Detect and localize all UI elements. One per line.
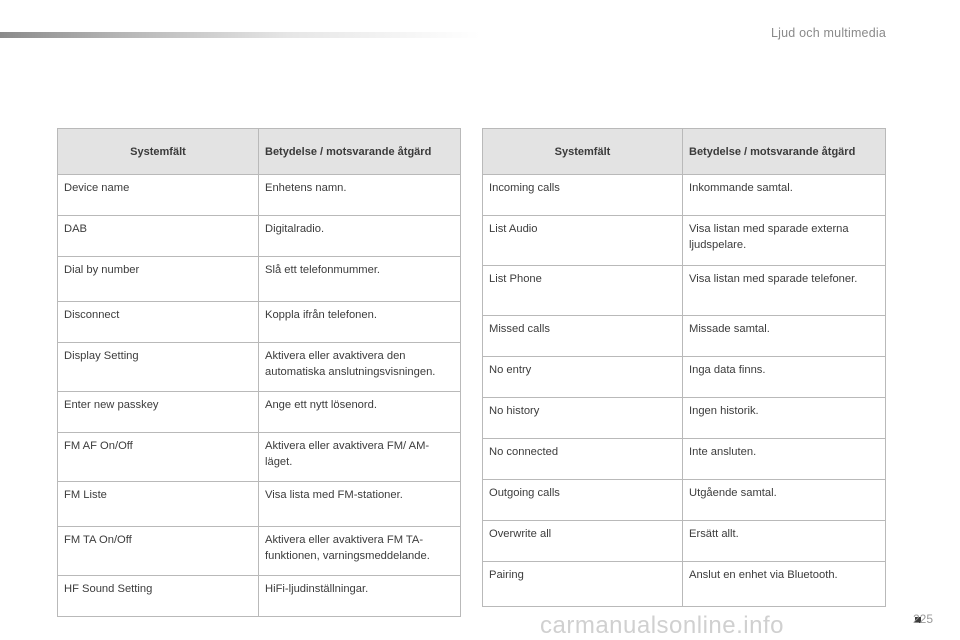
system-field-cell: List Phone bbox=[483, 266, 683, 316]
system-field-cell: Missed calls bbox=[483, 316, 683, 357]
column-header-system-field: Systemfält bbox=[483, 129, 683, 175]
table-row bbox=[483, 216, 886, 266]
system-field-cell: Incoming calls bbox=[483, 175, 683, 216]
table-row bbox=[58, 433, 461, 482]
meaning-cell: Missade samtal. bbox=[683, 316, 886, 357]
system-field-cell: No connected bbox=[483, 439, 683, 480]
system-field-cell: No history bbox=[483, 398, 683, 439]
table-row bbox=[58, 175, 461, 216]
meaning-cell: HiFi-ljudinställningar. bbox=[259, 576, 461, 617]
table-row bbox=[58, 216, 461, 257]
meaning-cell: Visa listan med sparade telefoner. bbox=[683, 266, 886, 316]
column-header-system-field: Systemfält bbox=[58, 129, 259, 175]
section-title: Ljud och multimedia bbox=[771, 26, 886, 40]
system-field-cell: Device name bbox=[58, 175, 259, 216]
meaning-cell: Utgående samtal. bbox=[683, 480, 886, 521]
meaning-cell: Visa listan med sparade externa ljudspelare. bbox=[683, 216, 886, 266]
system-field-cell: Display Setting bbox=[58, 343, 259, 392]
system-field-cell: HF Sound Setting bbox=[58, 576, 259, 617]
table-row bbox=[58, 576, 461, 617]
system-field-cell: Dial by number bbox=[58, 257, 259, 302]
system-field-cell: Pairing bbox=[483, 562, 683, 607]
system-field-cell: Outgoing calls bbox=[483, 480, 683, 521]
table-row bbox=[483, 480, 886, 521]
table-row bbox=[483, 521, 886, 562]
meaning-cell: Anslut en enhet via Bluetooth. bbox=[683, 562, 886, 607]
table-header-row bbox=[483, 129, 886, 175]
system-field-cell: FM TA On/Off bbox=[58, 527, 259, 576]
column-header-meaning: Betydelse / motsvarande åtgärd bbox=[683, 129, 886, 175]
table-row bbox=[58, 302, 461, 343]
meaning-cell: Ange ett nytt lösenord. bbox=[259, 392, 461, 433]
meaning-cell: Koppla ifrån telefonen. bbox=[259, 302, 461, 343]
meaning-cell: Inga data finns. bbox=[683, 357, 886, 398]
watermark: carmanualsonline.info bbox=[540, 612, 784, 639]
table-row bbox=[483, 398, 886, 439]
table-row bbox=[483, 316, 886, 357]
system-field-cell: Disconnect bbox=[58, 302, 259, 343]
table-row bbox=[483, 439, 886, 480]
system-field-cell: List Audio bbox=[483, 216, 683, 266]
table-row bbox=[58, 527, 461, 576]
meaning-cell: Slå ett telefonmummer. bbox=[259, 257, 461, 302]
meaning-cell: Visa lista med FM-stationer. bbox=[259, 482, 461, 527]
meaning-cell: Enhetens namn. bbox=[259, 175, 461, 216]
right-reference-table bbox=[482, 128, 886, 607]
table-row bbox=[483, 562, 886, 607]
system-field-cell: FM AF On/Off bbox=[58, 433, 259, 482]
table-row bbox=[58, 257, 461, 302]
meaning-cell: Ersätt allt. bbox=[683, 521, 886, 562]
system-field-cell: FM Liste bbox=[58, 482, 259, 527]
table-row bbox=[58, 392, 461, 433]
system-field-cell: Enter new passkey bbox=[58, 392, 259, 433]
table-row bbox=[58, 343, 461, 392]
table-row bbox=[483, 357, 886, 398]
table-row bbox=[58, 482, 461, 527]
system-field-cell: Overwrite all bbox=[483, 521, 683, 562]
table-row bbox=[483, 175, 886, 216]
system-field-cell: No entry bbox=[483, 357, 683, 398]
column-header-meaning: Betydelse / motsvarande åtgärd bbox=[259, 129, 461, 175]
meaning-cell: Aktivera eller avaktivera FM TA-funktionen, varningsmeddelande. bbox=[259, 527, 461, 576]
table-header-row bbox=[58, 129, 461, 175]
meaning-cell: Aktivera eller avaktivera den automatiska anslutningsvisningen. bbox=[259, 343, 461, 392]
table-row bbox=[483, 266, 886, 316]
meaning-cell: Ingen historik. bbox=[683, 398, 886, 439]
header-accent-bar bbox=[0, 32, 480, 38]
meaning-cell: Digitalradio. bbox=[259, 216, 461, 257]
left-reference-table bbox=[57, 128, 461, 617]
meaning-cell: Inkommande samtal. bbox=[683, 175, 886, 216]
page-number: 225 bbox=[913, 612, 934, 626]
meaning-cell: Aktivera eller avaktivera FM/ AM-läget. bbox=[259, 433, 461, 482]
meaning-cell: Inte ansluten. bbox=[683, 439, 886, 480]
system-field-cell: DAB bbox=[58, 216, 259, 257]
